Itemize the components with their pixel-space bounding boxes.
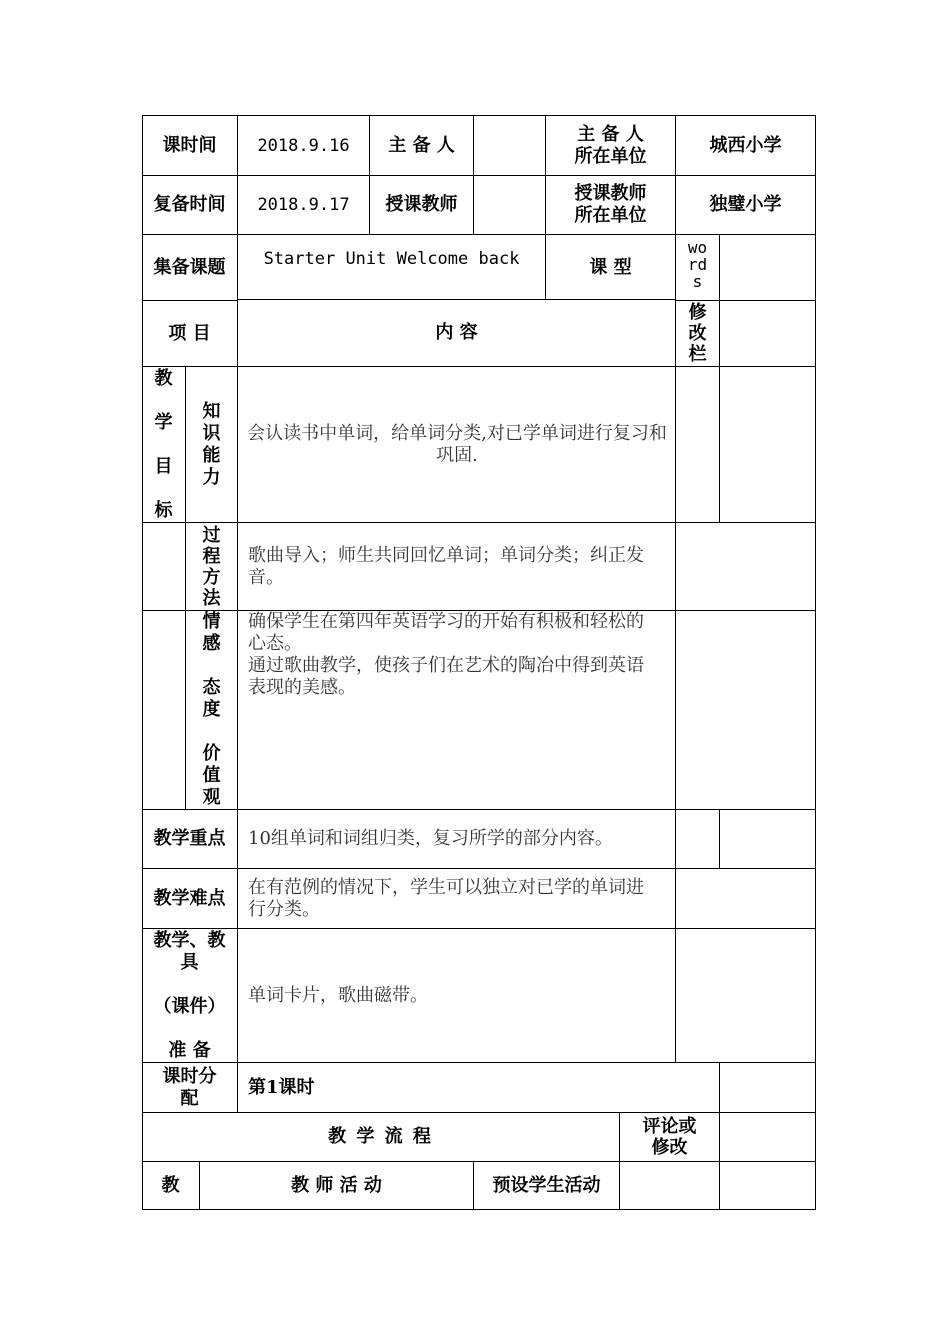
- type-value: [676, 235, 719, 299]
- teacher-activity-header: 教 师 活 动: [291, 1174, 382, 1196]
- teaching-flow-title: 教 学 流 程: [328, 1126, 433, 1147]
- tools-label: [142, 929, 237, 1062]
- periods-label-line: 配: [180, 1087, 199, 1109]
- periods-text: 第1课时: [248, 1076, 315, 1098]
- type-label: 课 型: [589, 256, 632, 278]
- review-time-value: 2018.9.17: [257, 195, 350, 215]
- objectives-label-char: 教: [154, 367, 173, 389]
- grid-line: [815, 115, 816, 1210]
- grid-line: [719, 1062, 720, 1210]
- grid-line: [719, 809, 720, 868]
- type-value-line: rd: [687, 255, 708, 274]
- emotion-label-char: 态: [202, 677, 221, 698]
- difficulties-label: 教学难点: [153, 887, 226, 909]
- knowledge-label-char: 知: [202, 400, 221, 422]
- objectives-label-char: 目: [154, 455, 173, 477]
- tools-label-line: （课件）: [153, 995, 226, 1017]
- teacher-unit-label-line: 授课教师: [574, 183, 647, 204]
- emotion-label-char: 度: [202, 699, 221, 720]
- tools-label-line: 具: [180, 951, 199, 973]
- comment-label-line: 评论或: [642, 1116, 697, 1137]
- type-value-line: s: [692, 272, 703, 291]
- emotion-label-char: 情: [202, 611, 221, 632]
- objectives-group-label: [142, 367, 185, 522]
- lead-preparer-value[interactable]: [474, 116, 545, 175]
- lesson-time-value: 2018.9.16: [257, 135, 350, 156]
- revision-label-char: 栏: [688, 344, 707, 365]
- teacher-unit-value: 独璧小学: [709, 194, 782, 215]
- periods-label-line: 课时分: [162, 1065, 217, 1087]
- key-points-label: 教学重点: [153, 828, 226, 849]
- teach-column-header: 教: [161, 1174, 180, 1196]
- lead-preparer-label: 主 备 人: [388, 134, 455, 156]
- objectives-label-char: 学: [154, 411, 173, 433]
- emotion-text-paragraph: 通过歌曲教学，使孩子们在艺术的陶冶中得到英语表现的美感。: [248, 655, 644, 698]
- process-label-char: 程: [202, 545, 221, 567]
- periods-label: [142, 1063, 237, 1112]
- process-text: 歌曲导入；师生共同回忆单词；单词分类；纠正发音。: [248, 544, 644, 588]
- process-label-char: 方: [202, 566, 221, 588]
- knowledge-label-char: 识: [202, 422, 221, 444]
- difficulties-text: 在有范例的情况下，学生可以独立对已学的单词进行分类。: [248, 876, 644, 920]
- emotion-label-char: 价: [202, 743, 221, 764]
- emotion-label-char: 值: [202, 765, 221, 786]
- process-label: [186, 523, 237, 610]
- grid-line: [719, 234, 720, 522]
- tools-label-line: 教学、教: [153, 929, 226, 951]
- objectives-label-char: 标: [154, 499, 173, 521]
- topic-label: 集备课题: [153, 256, 226, 278]
- teacher-value[interactable]: [474, 176, 545, 234]
- lesson-time-label: 课时间: [162, 134, 217, 156]
- knowledge-label-char: 力: [202, 466, 221, 488]
- teacher-unit-label-line: 所在单位: [574, 205, 647, 226]
- content-column-header: 内 容: [435, 322, 478, 343]
- process-label-char: 过: [202, 524, 221, 546]
- revision-column-header: [676, 301, 719, 366]
- lead-unit-label-line: 所在单位: [574, 145, 647, 167]
- item-column-header: 项 目: [168, 322, 211, 344]
- grid-line: [142, 1209, 816, 1210]
- emotion-label-char: 感: [202, 633, 221, 654]
- student-activity-header: 预设学生活动: [492, 1174, 601, 1196]
- review-time-label: 复备时间: [153, 194, 226, 215]
- knowledge-label: [186, 367, 237, 522]
- knowledge-text: 会认读书中单词，给单词分类,对已学单词进行复习和巩固.: [247, 422, 667, 466]
- emotion-text-paragraph: 确保学生在第四年英语学习的开始有积极和轻松的心态。: [248, 611, 644, 654]
- comment-label-line: 修改: [651, 1137, 688, 1158]
- lead-unit-label-line: 主 备 人: [577, 123, 644, 145]
- revision-label-char: 改: [688, 323, 707, 344]
- emotion-label-char: 观: [202, 787, 221, 808]
- process-label-char: 法: [202, 587, 221, 609]
- comment-label: [620, 1113, 719, 1161]
- emotion-label: [186, 611, 237, 809]
- lead-unit-label: [546, 116, 675, 175]
- teacher-unit-label: [546, 176, 675, 234]
- topic-value: Starter Unit Welcome back: [263, 249, 520, 269]
- tools-text: 单词卡片，歌曲磁带。: [248, 984, 428, 1006]
- type-value-line: wo: [687, 238, 708, 257]
- emotion-text: [238, 611, 658, 809]
- lead-unit-value: 城西小学: [709, 134, 782, 156]
- revision-label-char: 修: [688, 302, 707, 323]
- tools-label-line: 准 备: [168, 1039, 211, 1061]
- teacher-label: 授课教师: [385, 194, 458, 215]
- knowledge-label-char: 能: [202, 444, 221, 466]
- key-points-text: 10组单词和词组归类，复习所学的部分内容。: [248, 828, 613, 849]
